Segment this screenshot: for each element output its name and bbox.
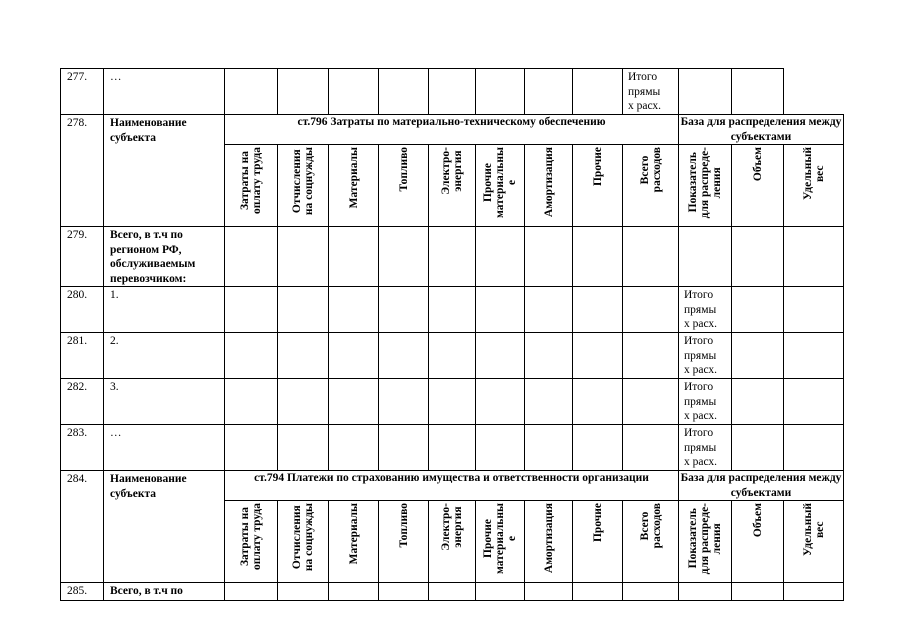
column-header: Показатель для распреде- ления [679,145,732,227]
itogo-cell: Итого прямы х расх. [679,425,732,471]
subject-name: Всего, в т.ч по регионом РФ, обслуживаемым перевозчиком: [104,227,225,287]
column-header: Объем [732,145,784,227]
table-row [61,379,844,425]
column-header: Топливо [379,145,429,227]
column-header: Прочие [573,501,623,583]
column-header: Прочие [573,145,623,227]
row-number: 277. [61,69,104,115]
section-header-row [61,115,844,145]
itogo-cell: Итого прямы х расх. [679,287,732,333]
row-number: 282. [61,379,104,425]
column-header: Затраты на оплату труда [225,145,278,227]
column-header: Отчисления на соцнужды [278,145,329,227]
section-title: ст.796 Затраты по материально-техническому обеспечению [225,115,679,145]
subject-name-header: Наименование субъекта [104,471,225,583]
section-title: ст.794 Платежи по страхованию имущества и ответственности организации [225,471,679,501]
column-header: Топливо [379,501,429,583]
subject-name: … [104,69,225,115]
table-row [61,287,844,333]
distribution-base-header: База для распределения между субъектами [679,471,844,501]
itogo-cell: Итого прямы х расх. [679,379,732,425]
table-row [61,69,844,115]
row-number: 280. [61,287,104,333]
row-number: 281. [61,333,104,379]
column-header: Материалы [329,145,379,227]
subject-name: 3. [104,379,225,425]
itogo-cell: Итого прямы х расх. [679,333,732,379]
column-header: Удельный вес [784,145,844,227]
column-header: Амортизация [525,501,573,583]
subject-name: … [104,425,225,471]
row-number: 278. [61,115,104,227]
itogo-cell: Итого прямы х расх. [623,69,679,115]
cost-distribution-table [60,68,844,601]
column-header: Амортизация [525,145,573,227]
subject-name: 1. [104,287,225,333]
section-header-row [61,471,844,501]
table-row [61,227,844,287]
distribution-base-header: База для распределения между субъектами [679,115,844,145]
column-header: Электро- энергия [429,145,476,227]
column-header: Всего расходов [623,501,679,583]
column-header: Прочие материальны е [476,501,525,583]
column-header: Затраты на оплату труда [225,501,278,583]
column-header: Удельный вес [784,501,844,583]
subject-name: Всего, в т.ч по [104,583,225,601]
row-number: 283. [61,425,104,471]
column-header: Объем [732,501,784,583]
column-header: Прочие материальны е [476,145,525,227]
row-number: 284. [61,471,104,583]
row-number: 285. [61,583,104,601]
subject-name-header: Наименование субъекта [104,115,225,227]
column-header: Материалы [329,501,379,583]
table-row [61,425,844,471]
column-header: Отчисления на соцнужды [278,501,329,583]
table-row [61,333,844,379]
subject-name: 2. [104,333,225,379]
column-header: Показатель для распреде- ления [679,501,732,583]
column-header: Всего расходов [623,145,679,227]
table-row [61,583,844,601]
column-header: Электро- энергия [429,501,476,583]
row-number: 279. [61,227,104,287]
